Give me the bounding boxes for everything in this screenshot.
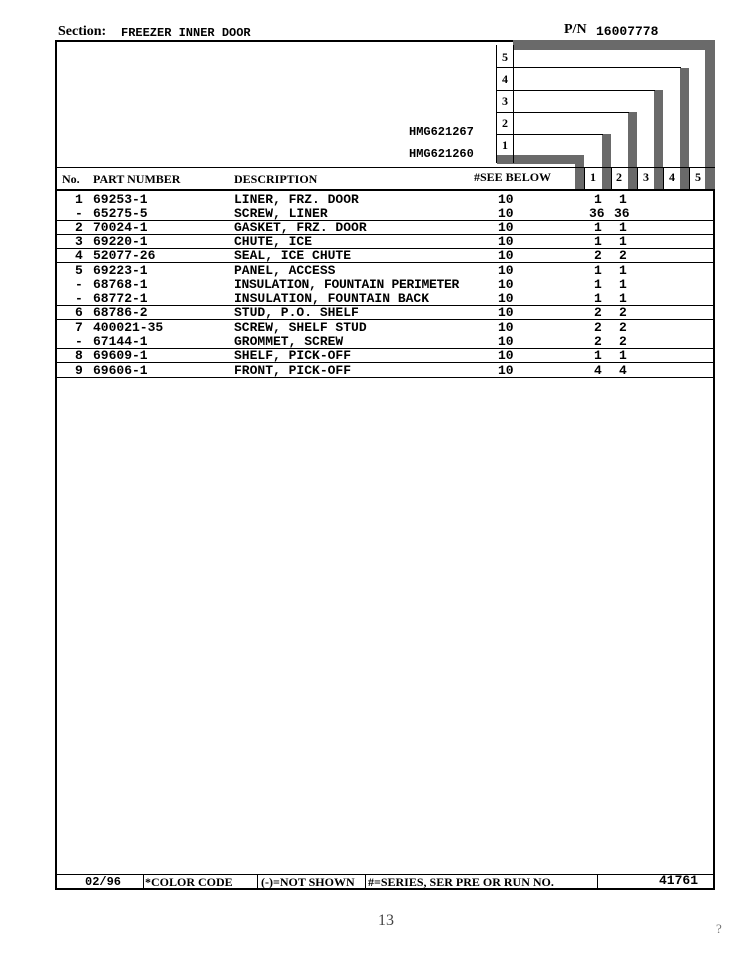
row-see-below: 10: [498, 263, 514, 278]
row-description: LINER, FRZ. DOOR: [234, 192, 359, 207]
row-no: 9: [75, 363, 83, 378]
box-number-2: 2: [502, 116, 508, 130]
table-row: [0, 321, 750, 335]
row-qty-1: 1: [594, 277, 602, 292]
col-description: DESCRIPTION: [234, 172, 318, 186]
table-row: [0, 207, 750, 221]
row-qty-2: 2: [619, 248, 627, 263]
row-qty-2: 2: [619, 334, 627, 349]
corner-mark: ?: [716, 921, 722, 936]
row-qty-2: 4: [619, 363, 627, 378]
box-number-4: 4: [502, 72, 508, 86]
box-number-1: 1: [502, 138, 508, 152]
row-part-number: 65275-5: [93, 206, 148, 221]
row-description: GASKET, FRZ. DOOR: [234, 220, 367, 235]
col-see-below: #SEE BELOW: [474, 170, 552, 184]
row-part-number: 69606-1: [93, 363, 148, 378]
row-see-below: 10: [498, 277, 514, 292]
row-qty-1: 1: [594, 220, 602, 235]
row-qty-2: 1: [619, 263, 627, 278]
row-qty-2: 1: [619, 348, 627, 363]
row-see-below: 10: [498, 234, 514, 249]
row-no: 4: [75, 248, 83, 263]
pn-value: 16007778: [596, 24, 659, 39]
footer-color-code: *COLOR CODE: [145, 875, 233, 889]
row-description: SCREW, LINER: [234, 206, 328, 221]
row-see-below: 10: [498, 334, 514, 349]
row-qty-1: 1: [594, 291, 602, 306]
row-no: 2: [75, 220, 83, 235]
row-qty-1: 4: [594, 363, 602, 378]
row-qty-1: 1: [594, 234, 602, 249]
row-description: CHUTE, ICE: [234, 234, 313, 249]
row-qty-2: 2: [619, 305, 627, 320]
table-row: [0, 349, 750, 363]
footer-date: 02/96: [85, 875, 122, 889]
row-see-below: 10: [498, 363, 514, 378]
footer-not-shown: (-)=NOT SHOWN: [261, 875, 355, 889]
row-description: SCREW, SHELF STUD: [234, 320, 367, 335]
footer-doc-number: 41761: [659, 873, 699, 888]
row-description: GROMMET, SCREW: [234, 334, 344, 349]
row-part-number: 68772-1: [93, 291, 148, 306]
row-description: INSULATION, FOUNTAIN PERIMETER: [234, 277, 460, 292]
row-description: STUD, P.O. SHELF: [234, 305, 359, 320]
row-see-below: 10: [498, 348, 514, 363]
row-part-number: 52077-26: [93, 248, 156, 263]
table-row: [0, 364, 750, 378]
row-no: 5: [75, 263, 83, 278]
row-part-number: 69609-1: [93, 348, 148, 363]
row-part-number: 69253-1: [93, 192, 148, 207]
pn-label: P/N: [564, 22, 587, 37]
table-row: [0, 264, 750, 278]
table-row: [0, 306, 750, 320]
table-row: [0, 292, 750, 306]
col-no: No.: [62, 172, 80, 186]
row-part-number: 68786-2: [93, 305, 148, 320]
page-mark: 13: [378, 912, 394, 929]
row-see-below: 10: [498, 248, 514, 263]
row-no: 7: [75, 320, 83, 335]
row-qty-1: 1: [594, 263, 602, 278]
row-see-below: 10: [498, 320, 514, 335]
row-qty-2: 1: [619, 291, 627, 306]
model-code-2: HMG621267: [409, 125, 474, 139]
row-part-number: 68768-1: [93, 277, 148, 292]
table-row: [0, 278, 750, 292]
table-row: [0, 235, 750, 249]
row-see-below: 10: [498, 220, 514, 235]
row-part-number: 70024-1: [93, 220, 148, 235]
row-qty-1: 36: [589, 206, 605, 221]
table-row: [0, 221, 750, 235]
row-see-below: 10: [498, 192, 514, 207]
row-see-below: 10: [498, 291, 514, 306]
row-qty-2: 1: [619, 277, 627, 292]
row-part-number: 67144-1: [93, 334, 148, 349]
row-description: INSULATION, FOUNTAIN BACK: [234, 291, 430, 306]
col-1: 1: [590, 170, 596, 184]
row-no: -: [75, 291, 83, 306]
box-number-5: 5: [502, 50, 508, 64]
table-row: [0, 335, 750, 349]
row-qty-1: 1: [594, 192, 602, 207]
row-part-number: 400021-35: [93, 320, 164, 335]
row-qty-1: 1: [594, 348, 602, 363]
row-no: -: [75, 206, 83, 221]
footer-bar: [55, 874, 715, 890]
row-qty-1: 2: [594, 248, 602, 263]
row-part-number: 69223-1: [93, 263, 148, 278]
row-see-below: 10: [498, 206, 514, 221]
row-see-below: 10: [498, 305, 514, 320]
footer-series: #=SERIES, SER PRE OR RUN NO.: [368, 875, 554, 889]
col-5: 5: [695, 170, 701, 184]
row-no: 6: [75, 305, 83, 320]
row-no: 3: [75, 234, 83, 249]
row-no: 1: [75, 192, 83, 207]
row-description: FRONT, PICK-OFF: [234, 363, 352, 378]
section-label: Section:: [58, 24, 107, 39]
col-2: 2: [616, 170, 622, 184]
row-no: 8: [75, 348, 83, 363]
col-3: 3: [643, 170, 649, 184]
row-description: PANEL, ACCESS: [234, 263, 336, 278]
row-description: SEAL, ICE CHUTE: [234, 248, 352, 263]
row-part-number: 69220-1: [93, 234, 148, 249]
row-qty-1: 2: [594, 305, 602, 320]
row-qty-1: 2: [594, 334, 602, 349]
row-qty-2: 1: [619, 192, 627, 207]
box-number-3: 3: [502, 94, 508, 108]
row-no: -: [75, 334, 83, 349]
table-row: [0, 249, 750, 263]
row-qty-2: 1: [619, 234, 627, 249]
row-qty-1: 2: [594, 320, 602, 335]
col-part-number: PART NUMBER: [93, 172, 181, 186]
model-code-1: HMG621260: [409, 147, 474, 161]
table-row: [0, 193, 750, 207]
section-value: FREEZER INNER DOOR: [121, 26, 251, 40]
row-no: -: [75, 277, 83, 292]
row-qty-2: 36: [614, 206, 630, 221]
row-qty-2: 2: [619, 320, 627, 335]
row-qty-2: 1: [619, 220, 627, 235]
col-4: 4: [669, 170, 675, 184]
row-description: SHELF, PICK-OFF: [234, 348, 352, 363]
